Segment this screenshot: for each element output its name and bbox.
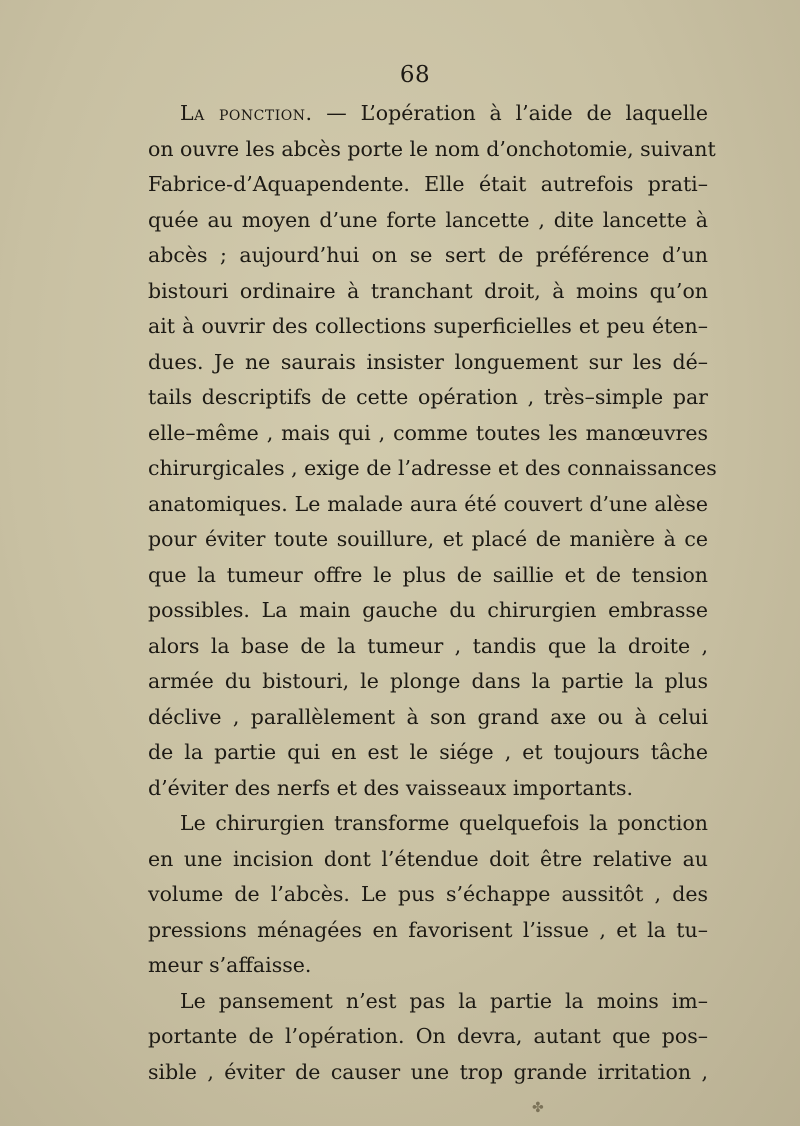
text-line: quée au moyen d’une forte lancette , dite lancette à bbox=[148, 207, 708, 232]
text-line: on ouvre les abcès porte le nom d’onchotomie, suivant bbox=[148, 136, 716, 161]
text-line bbox=[148, 96, 708, 132]
text-line: elle–même , mais qui , comme toutes les manœuvres bbox=[148, 420, 708, 445]
text-line: alors la base de la tumeur , tandis que la droite , bbox=[148, 633, 708, 658]
text-line: déclive , parallèlement à son grand axe ou à celui bbox=[148, 704, 708, 729]
body-text bbox=[148, 96, 717, 1090]
line-text: — L’opération à l’aide de laquelle bbox=[312, 101, 708, 125]
text-line: Fabrice-d’Aquapendente. Elle était autrefois prati– bbox=[148, 172, 708, 196]
text-line: que la tumeur offre le plus de saillie et de tension bbox=[148, 562, 708, 587]
text-line: armée du bistouri, le plonge dans la partie la plus bbox=[148, 669, 708, 693]
paragraph bbox=[148, 984, 708, 1091]
text-line: bistouri ordinaire à tranchant droit, à moins qu’on bbox=[148, 278, 708, 303]
text-line: pour éviter toute souillure, et placé de manière à ce bbox=[148, 527, 708, 551]
text-line: abcès ; aujourd’hui on se sert de préférence d’un bbox=[148, 243, 708, 267]
text-line: portante de l’opération. On devra, autant que pos– bbox=[148, 1024, 708, 1048]
text-line: sible , éviter de causer une trop grande irritation , bbox=[148, 1059, 708, 1084]
text-line: volume de l’abcès. Le pus s’échappe aussitôt , des bbox=[148, 882, 708, 906]
paragraph bbox=[148, 96, 717, 806]
printer-mark-icon: ✤ bbox=[532, 1100, 544, 1116]
section-heading: La ponction. bbox=[180, 101, 313, 125]
text-line: dues. Je ne saurais insister longuement sur les dé– bbox=[148, 349, 708, 374]
text-line: anatomiques. Le malade aura été couvert d’une alèse bbox=[148, 491, 708, 516]
page-number: 68 bbox=[399, 62, 431, 88]
text-line: d’éviter des nerfs et des vaisseaux importants. bbox=[148, 775, 634, 800]
text-line: Le pansement n’est pas la partie la moins im– bbox=[180, 988, 708, 1013]
paragraph bbox=[148, 806, 708, 984]
text-line: tails descriptifs de cette opération , très–simple par bbox=[148, 385, 708, 409]
text-line: en une incision dont l’étendue doit être relative au bbox=[148, 846, 708, 871]
text-line: chirurgicales , exige de l’adresse et des connaissances bbox=[148, 456, 717, 480]
text-line: ait à ouvrir des collections superficielles et peu éten– bbox=[148, 314, 708, 338]
text-line: meur s’affaisse. bbox=[148, 953, 312, 977]
text-line: de la partie qui en est le siége , et toujours tâche bbox=[148, 740, 708, 764]
text-line: pressions ménagées en favorisent l’issue , et la tu– bbox=[148, 917, 708, 942]
text-line: Le chirurgien transforme quelquefois la ponction bbox=[180, 811, 708, 835]
text-line: possibles. La main gauche du chirurgien embrasse bbox=[148, 598, 708, 622]
